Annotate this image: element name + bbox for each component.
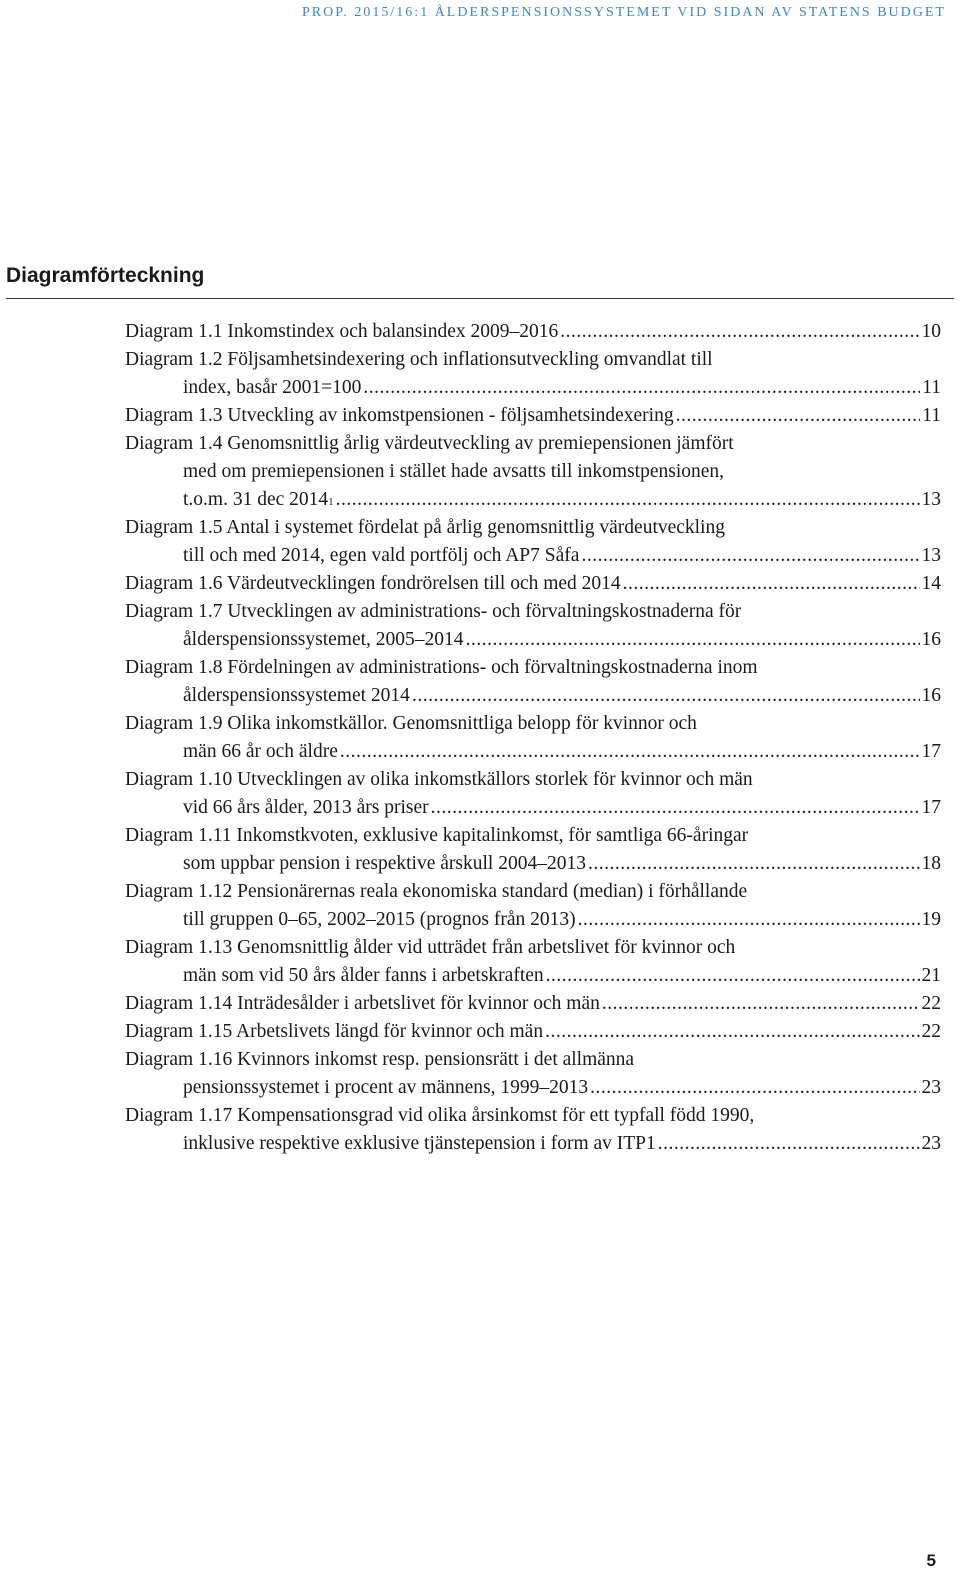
dot-leader <box>578 906 920 934</box>
toc-entry-text: till och med 2014, egen vald portfölj och AP7 Såfa <box>183 545 580 566</box>
toc-entry-text: Diagram 1.4 Genomsnittlig årlig värdeutveckling av premiepensionen jämfört <box>125 433 734 454</box>
toc-entry-line <box>125 962 941 990</box>
toc-entry[interactable] <box>125 766 941 822</box>
toc-entry-line <box>125 458 941 486</box>
toc-entry-text: Diagram 1.15 Arbetslivets längd för kvinnor och män <box>125 1021 544 1042</box>
toc-entry-text: män 66 år och äldre <box>183 741 338 762</box>
toc-entry-text: Diagram 1.14 Inträdesålder i arbetslivet för kvinnor och män <box>125 993 600 1014</box>
toc-entry[interactable] <box>125 710 941 766</box>
running-header: PROP. 2015/16:1 ÅLDERSPENSIONSSYSTEMET VID SIDAN AV STATENS BUDGET <box>301 5 946 20</box>
toc-entry-text: index, basår 2001=100 <box>183 377 362 398</box>
dot-leader <box>590 1074 919 1102</box>
toc-entry[interactable] <box>125 990 941 1018</box>
toc-entry[interactable] <box>125 402 941 430</box>
toc-entry-line <box>125 542 941 570</box>
dot-leader <box>588 850 920 878</box>
toc-entry[interactable] <box>125 1018 941 1046</box>
page-number: 5 <box>926 1551 936 1570</box>
dot-leader <box>581 542 919 570</box>
toc-entry[interactable] <box>125 934 941 990</box>
toc-entry-text: vid 66 års ålder, 2013 års priser <box>183 797 429 818</box>
toc-entry-text: Diagram 1.6 Värdeutvecklingen fondrörelsen till och med 2014 <box>125 573 621 594</box>
toc-entry-line <box>125 374 941 402</box>
toc-entry-line <box>125 402 941 430</box>
toc-entry-text: Diagram 1.8 Fördelningen av administrations- och förvaltningskostnaderna inom <box>125 657 758 678</box>
toc-entry-line <box>125 1046 941 1074</box>
toc-page-number: 23 <box>921 1133 941 1154</box>
dot-leader <box>623 570 920 598</box>
dot-leader <box>658 1130 920 1158</box>
toc-entry-text: Diagram 1.12 Pensionärernas reala ekonomiska standard (median) i förhållande <box>125 881 748 902</box>
toc-entry-text: till gruppen 0–65, 2002–2015 (prognos från 2013) <box>183 909 576 930</box>
toc-page-number: 11 <box>922 405 941 426</box>
toc-entry-text: pensionssystemet i procent av männens, 1999–2013 <box>183 1077 589 1098</box>
toc-entry[interactable] <box>125 318 941 346</box>
toc-entry-text: ålderspensionssystemet, 2005–2014 <box>183 629 464 650</box>
toc-entry-line <box>125 1130 941 1158</box>
toc-entry-line <box>125 878 941 906</box>
toc-entry-text: som uppbar pension i respektive årskull 2004–2013 <box>183 853 586 874</box>
dot-leader <box>431 794 920 822</box>
toc-entry-text: med om premiepensionen i stället hade avsatts till inkomstpensionen, <box>183 461 725 482</box>
toc-entry-line <box>125 654 941 682</box>
toc-page-number: 18 <box>921 853 941 874</box>
toc-entry-text: ålderspensionssystemet 2014 <box>183 685 410 706</box>
toc-entry-text: Diagram 1.5 Antal i systemet fördelat på årlig genomsnittlig värdeutveckling <box>125 517 726 538</box>
dot-leader <box>363 374 920 402</box>
toc-page-number: 22 <box>921 1021 941 1042</box>
toc-entry-line <box>125 1102 941 1130</box>
toc-entry-text: Diagram 1.13 Genomsnittlig ålder vid utträdet från arbetslivet för kvinnor och <box>125 937 736 958</box>
toc-entry-line <box>125 906 941 934</box>
toc-entry-line <box>125 430 941 458</box>
dot-leader <box>412 682 920 710</box>
toc-page-number: 21 <box>921 965 941 986</box>
toc-entry-text: Diagram 1.11 Inkomstkvoten, exklusive kapitalinkomst, för samtliga 66-åringar <box>125 825 749 846</box>
toc-entry-text: Diagram 1.17 Kompensationsgrad vid olika årsinkomst för ett typfall född 1990, <box>125 1105 755 1126</box>
toc-entry-line <box>125 1074 941 1102</box>
dot-leader <box>466 626 920 654</box>
toc-entry-text: Diagram 1.3 Utveckling av inkomstpensionen - följsamhetsindexering <box>125 405 674 426</box>
toc-entry[interactable] <box>125 570 941 598</box>
dot-leader <box>560 318 919 346</box>
toc-entry-line <box>125 822 941 850</box>
toc-page-number: 17 <box>921 741 941 762</box>
toc-entry[interactable] <box>125 878 941 934</box>
toc-entry[interactable] <box>125 1102 941 1158</box>
toc-entry-line <box>125 990 941 1018</box>
section-title: Diagramförteckning <box>6 264 205 287</box>
toc-entry-line <box>125 934 941 962</box>
dot-leader <box>676 402 921 430</box>
toc-entry[interactable] <box>125 346 941 402</box>
toc-entry-line <box>125 794 941 822</box>
toc-entry-line <box>125 598 941 626</box>
dot-leader <box>602 990 920 1018</box>
toc-entry-line <box>125 710 941 738</box>
dot-leader <box>340 738 920 766</box>
toc-entry-line <box>125 738 941 766</box>
toc-page-number: 17 <box>921 797 941 818</box>
toc-entry-line <box>125 514 941 542</box>
toc-entry-text: Diagram 1.16 Kvinnors inkomst resp. pensionsrätt i det allmänna <box>125 1049 635 1070</box>
toc-entry-line: t.o.m. 31 dec 2014 1 ..... 13 <box>125 486 941 514</box>
toc-entry-text: Diagram 1.10 Utvecklingen av olika inkomstkällors storlek för kvinnor och män <box>125 769 753 790</box>
toc-entry[interactable] <box>125 654 941 710</box>
toc-entry[interactable] <box>125 598 941 654</box>
toc-entry-text: Diagram 1.9 Olika inkomstkällor. Genomsnittliga belopp för kvinnor och <box>125 713 697 734</box>
toc-page-number: 22 <box>921 993 941 1014</box>
toc-page-number: 23 <box>921 1077 941 1098</box>
toc-entry-text: inklusive respektive exklusive tjänstepension i form av ITP1 <box>183 1133 656 1154</box>
dot-leader <box>546 962 920 990</box>
toc-page-number: 16 <box>921 629 941 650</box>
toc-page-number: 16 <box>921 685 941 706</box>
toc-page-number: 13 <box>921 545 941 566</box>
toc-entry-line <box>125 850 941 878</box>
table-of-figures <box>125 318 941 1158</box>
toc-entry[interactable] <box>125 1046 941 1102</box>
toc-entry-text: Diagram 1.1 Inkomstindex och balansindex 2009–2016 <box>125 321 559 342</box>
toc-page-number: 13 <box>921 489 941 510</box>
toc-entry-text: Diagram 1.7 Utvecklingen av administrations- och förvaltningskostnaderna för <box>125 601 742 622</box>
toc-entry-line <box>125 570 941 598</box>
dot-leader <box>545 1018 919 1046</box>
toc-entry-line <box>125 346 941 374</box>
toc-entry-line <box>125 766 941 794</box>
dot-leader <box>336 486 920 514</box>
toc-entry-text: män som vid 50 års ålder fanns i arbetskraften <box>183 965 544 986</box>
toc-entry-line <box>125 682 941 710</box>
toc-entry[interactable] <box>125 822 941 878</box>
toc-page-number: 11 <box>922 377 941 398</box>
title-divider <box>6 298 954 299</box>
toc-entry-text: t.o.m. 31 dec 2014 <box>183 489 329 510</box>
toc-entry-text: Diagram 1.2 Följsamhetsindexering och inflationsutveckling omvandlat till <box>125 349 713 370</box>
toc-page-number: 10 <box>921 321 941 342</box>
toc-entry-line <box>125 626 941 654</box>
toc-entry[interactable] <box>125 514 941 570</box>
toc-entry[interactable] <box>125 430 941 514</box>
toc-entry-line <box>125 1018 941 1046</box>
toc-page-number: 19 <box>921 909 941 930</box>
toc-page-number: 14 <box>921 573 941 594</box>
toc-entry-line <box>125 318 941 346</box>
